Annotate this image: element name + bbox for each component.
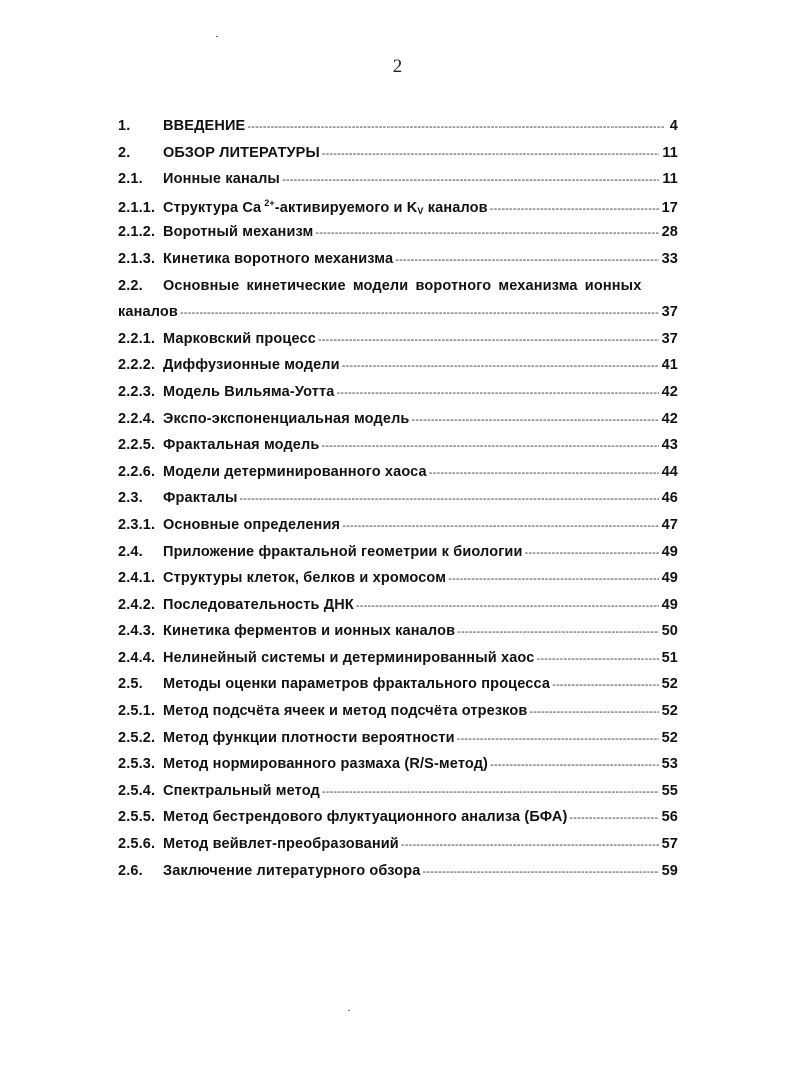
toc-entry-page: 47 <box>661 516 678 533</box>
toc-entry-page: 51 <box>661 649 678 666</box>
dot-leader <box>429 467 659 479</box>
toc-entry[interactable] <box>118 384 678 411</box>
dot-leader <box>315 227 658 239</box>
dot-leader <box>356 600 659 612</box>
toc-entry-page: 42 <box>661 383 678 400</box>
toc-entry-page: 28 <box>661 224 678 241</box>
dot-leader <box>282 174 659 186</box>
toc-entry-number: 2.5.3. <box>118 756 156 773</box>
toc-entry-page: 56 <box>661 809 678 826</box>
dot-leader <box>536 653 658 665</box>
toc-entry-page: 42 <box>661 410 678 427</box>
toc-entry-page: 52 <box>661 729 678 746</box>
toc-entry-number: 2.2.6. <box>118 463 156 480</box>
toc-entry[interactable] <box>118 224 678 251</box>
toc-entry-number: 2.4.4. <box>118 649 156 666</box>
toc-entry-number: 2.5. <box>118 676 143 693</box>
dot-leader <box>336 387 658 399</box>
toc-entry-number: 2. <box>118 144 131 161</box>
toc-entry-title-line2: каналов <box>118 304 178 321</box>
toc-entry-number: 2.4. <box>118 543 143 560</box>
toc-entry-number: 2.1.1. <box>118 199 156 216</box>
toc-entry-page: 11 <box>662 171 678 188</box>
toc-entry[interactable] <box>118 198 678 225</box>
toc-entry-number: 2.6. <box>118 862 143 879</box>
toc-entry-page: 4 <box>669 118 678 134</box>
dot-leader <box>423 866 659 878</box>
toc-entry-page: 49 <box>661 543 678 560</box>
toc-entry[interactable] <box>118 145 678 172</box>
toc-entry-title: Метод бестрендового флуктуационного анализа (БФА) <box>163 809 568 826</box>
toc-entry-page: 46 <box>661 490 678 507</box>
toc-entry-title <box>163 198 488 216</box>
dot-leader <box>525 547 659 559</box>
toc-entry-page: 17 <box>661 199 678 216</box>
toc-entry-number: 2.3. <box>118 490 143 507</box>
subscript-v: V <box>417 205 424 216</box>
toc-entry-number: 2.2. <box>118 277 143 294</box>
toc-entry-page: 59 <box>661 862 678 879</box>
toc-entry-number: 2.5.2. <box>118 729 156 746</box>
toc-entry-title: Заключение литературного обзора <box>163 862 421 879</box>
dot-leader <box>321 440 658 452</box>
toc-entry-title: ОБЗОР ЛИТЕРАТУРЫ <box>163 144 320 161</box>
toc-entry[interactable] <box>118 171 678 198</box>
dot-leader <box>570 812 659 824</box>
toc-entry-page: 55 <box>661 782 678 799</box>
toc-entry[interactable] <box>118 464 678 491</box>
toc-entry[interactable] <box>118 783 678 810</box>
title-part: каналов <box>423 199 488 216</box>
toc-entry-number: 2.4.2. <box>118 596 156 613</box>
toc-entry-page: 57 <box>661 836 678 853</box>
toc-entry[interactable] <box>118 278 678 305</box>
toc-entry-number: 2.5.4. <box>118 782 156 799</box>
toc-entry-number: 2.2.1. <box>118 330 156 347</box>
toc-entry-page: 53 <box>661 756 678 773</box>
dot-leader <box>457 733 659 745</box>
toc-entry[interactable] <box>118 357 678 384</box>
toc-entry-title: ВВЕДЕНИЕ <box>163 118 246 134</box>
toc-entry-title: Метод подсчёта ячеек и метод подсчёта отрезков <box>163 703 528 720</box>
toc-entry-title-line1: Основные кинетические модели воротного механизма ионных <box>163 277 642 294</box>
toc-entry[interactable] <box>118 118 678 145</box>
toc-entry-number: 2.5.5. <box>118 809 156 826</box>
toc-entry[interactable] <box>118 836 678 863</box>
toc-entry-number: 2.2.2. <box>118 357 156 374</box>
superscript-charge: 2+ <box>264 197 275 208</box>
toc-entry[interactable] <box>118 756 678 783</box>
toc-entry[interactable] <box>118 676 678 703</box>
toc-entry[interactable] <box>118 863 678 890</box>
dot-leader <box>529 706 658 718</box>
toc-entry-title: Методы оценки параметров фрактального процесса <box>163 676 551 693</box>
toc-entry-number: 2.2.3. <box>118 383 156 400</box>
toc-entry-page: 49 <box>661 570 678 587</box>
dot-leader <box>240 493 659 505</box>
title-part: -активируемого и K <box>274 199 418 216</box>
toc-entry-number: 2.4.3. <box>118 623 156 640</box>
page-number: 2 <box>392 56 403 77</box>
dot-leader <box>322 148 660 160</box>
toc-entry-title: Нелинейный системы и детерминированный хаос <box>163 649 535 666</box>
toc-entry-number: 2.3.1. <box>118 516 156 533</box>
toc-entry[interactable] <box>118 703 678 730</box>
title-part: Структура Ca <box>163 199 262 216</box>
toc-entry[interactable] <box>118 490 678 517</box>
scan-speck <box>348 1010 350 1011</box>
toc-entry-title: Ионные каналы <box>163 171 280 188</box>
dot-leader <box>322 786 659 798</box>
toc-entry-page: 41 <box>661 357 678 374</box>
toc-entry-page: 52 <box>661 703 678 720</box>
toc-entry-title: Метод вейвлет-преобразований <box>163 836 399 853</box>
toc-entry-title: Модели детерминированного хаоса <box>163 463 427 480</box>
toc-entry[interactable] <box>118 809 678 836</box>
toc-entry-title: Воротный механизм <box>163 224 314 241</box>
toc-entry-title: Структуры клеток, белков и хромосом <box>163 570 447 587</box>
toc-entry-title: Фракталы <box>163 490 238 507</box>
toc-entry-number: 2.2.5. <box>118 437 156 454</box>
toc-entry-continuation[interactable] <box>118 304 678 331</box>
toc-entry[interactable] <box>118 544 678 571</box>
toc-entry-title: Марковский процесс <box>163 330 316 347</box>
toc-entry[interactable] <box>118 570 678 597</box>
toc-entry[interactable] <box>118 251 678 278</box>
dot-leader <box>395 254 658 266</box>
toc-entry-title: Приложение фрактальной геометрии к биологии <box>163 543 523 560</box>
toc-entry-page: 52 <box>661 676 678 693</box>
dot-leader <box>180 307 659 319</box>
toc-entry-number: 2.4.1. <box>118 570 156 587</box>
toc-entry-number: 2.1.3. <box>118 250 156 267</box>
toc-entry-page: 11 <box>662 144 678 161</box>
toc-entry-title: Спектральный метод <box>163 782 320 799</box>
dot-leader <box>448 573 658 585</box>
toc-entry[interactable] <box>118 411 678 438</box>
toc-entry-title: Метод функции плотности вероятности <box>163 729 455 746</box>
toc-entry-title: Основные определения <box>163 516 341 533</box>
toc-entry-page: 33 <box>661 250 678 267</box>
toc-entry-number: 2.1.2. <box>118 224 156 241</box>
dot-leader <box>318 334 659 346</box>
dot-leader <box>247 121 665 133</box>
toc-entry-title: Фрактальная модель <box>163 437 320 454</box>
toc-entry-title: Кинетика воротного механизма <box>163 250 394 267</box>
toc-entry-number: 2.1. <box>118 171 143 188</box>
dot-leader <box>412 414 659 426</box>
toc-entry-page: 37 <box>661 330 678 347</box>
table-of-contents <box>118 118 678 889</box>
scan-speck <box>216 36 218 37</box>
toc-entry-number: 2.2.4. <box>118 410 156 427</box>
toc-entry[interactable] <box>118 623 678 650</box>
toc-entry-title: Экспо-экспоненциальная модель <box>163 410 410 427</box>
dot-leader <box>342 520 658 532</box>
dot-leader <box>490 759 659 771</box>
toc-entry-page: 44 <box>661 463 678 480</box>
toc-entry-number: 2.5.1. <box>118 703 156 720</box>
toc-entry[interactable] <box>118 331 678 358</box>
toc-entry-title: Метод нормированного размаха (R/S-метод) <box>163 756 489 773</box>
dot-leader <box>401 839 659 851</box>
toc-entry-number: 1. <box>118 118 131 134</box>
toc-entry[interactable] <box>118 650 678 677</box>
toc-entry-number: 2.5.6. <box>118 836 156 853</box>
dot-leader <box>457 626 658 638</box>
toc-entry-title: Последовательность ДНК <box>163 596 354 613</box>
toc-entry-title: Кинетика ферментов и ионных каналов <box>163 623 456 640</box>
toc-entry-page: 49 <box>661 596 678 613</box>
toc-entry[interactable] <box>118 730 678 757</box>
toc-entry-page: 37 <box>661 304 678 321</box>
toc-entry-page: 50 <box>661 623 678 640</box>
toc-entry-page: 43 <box>661 437 678 454</box>
toc-entry-title: Диффузионные модели <box>163 357 340 374</box>
toc-entry-title: Модель Вильяма-Уотта <box>163 383 335 400</box>
toc-entry[interactable] <box>118 437 678 464</box>
toc-entry[interactable] <box>118 597 678 624</box>
dot-leader <box>342 360 659 372</box>
dot-leader <box>552 679 658 691</box>
dot-leader <box>490 203 659 215</box>
toc-entry[interactable] <box>118 517 678 544</box>
